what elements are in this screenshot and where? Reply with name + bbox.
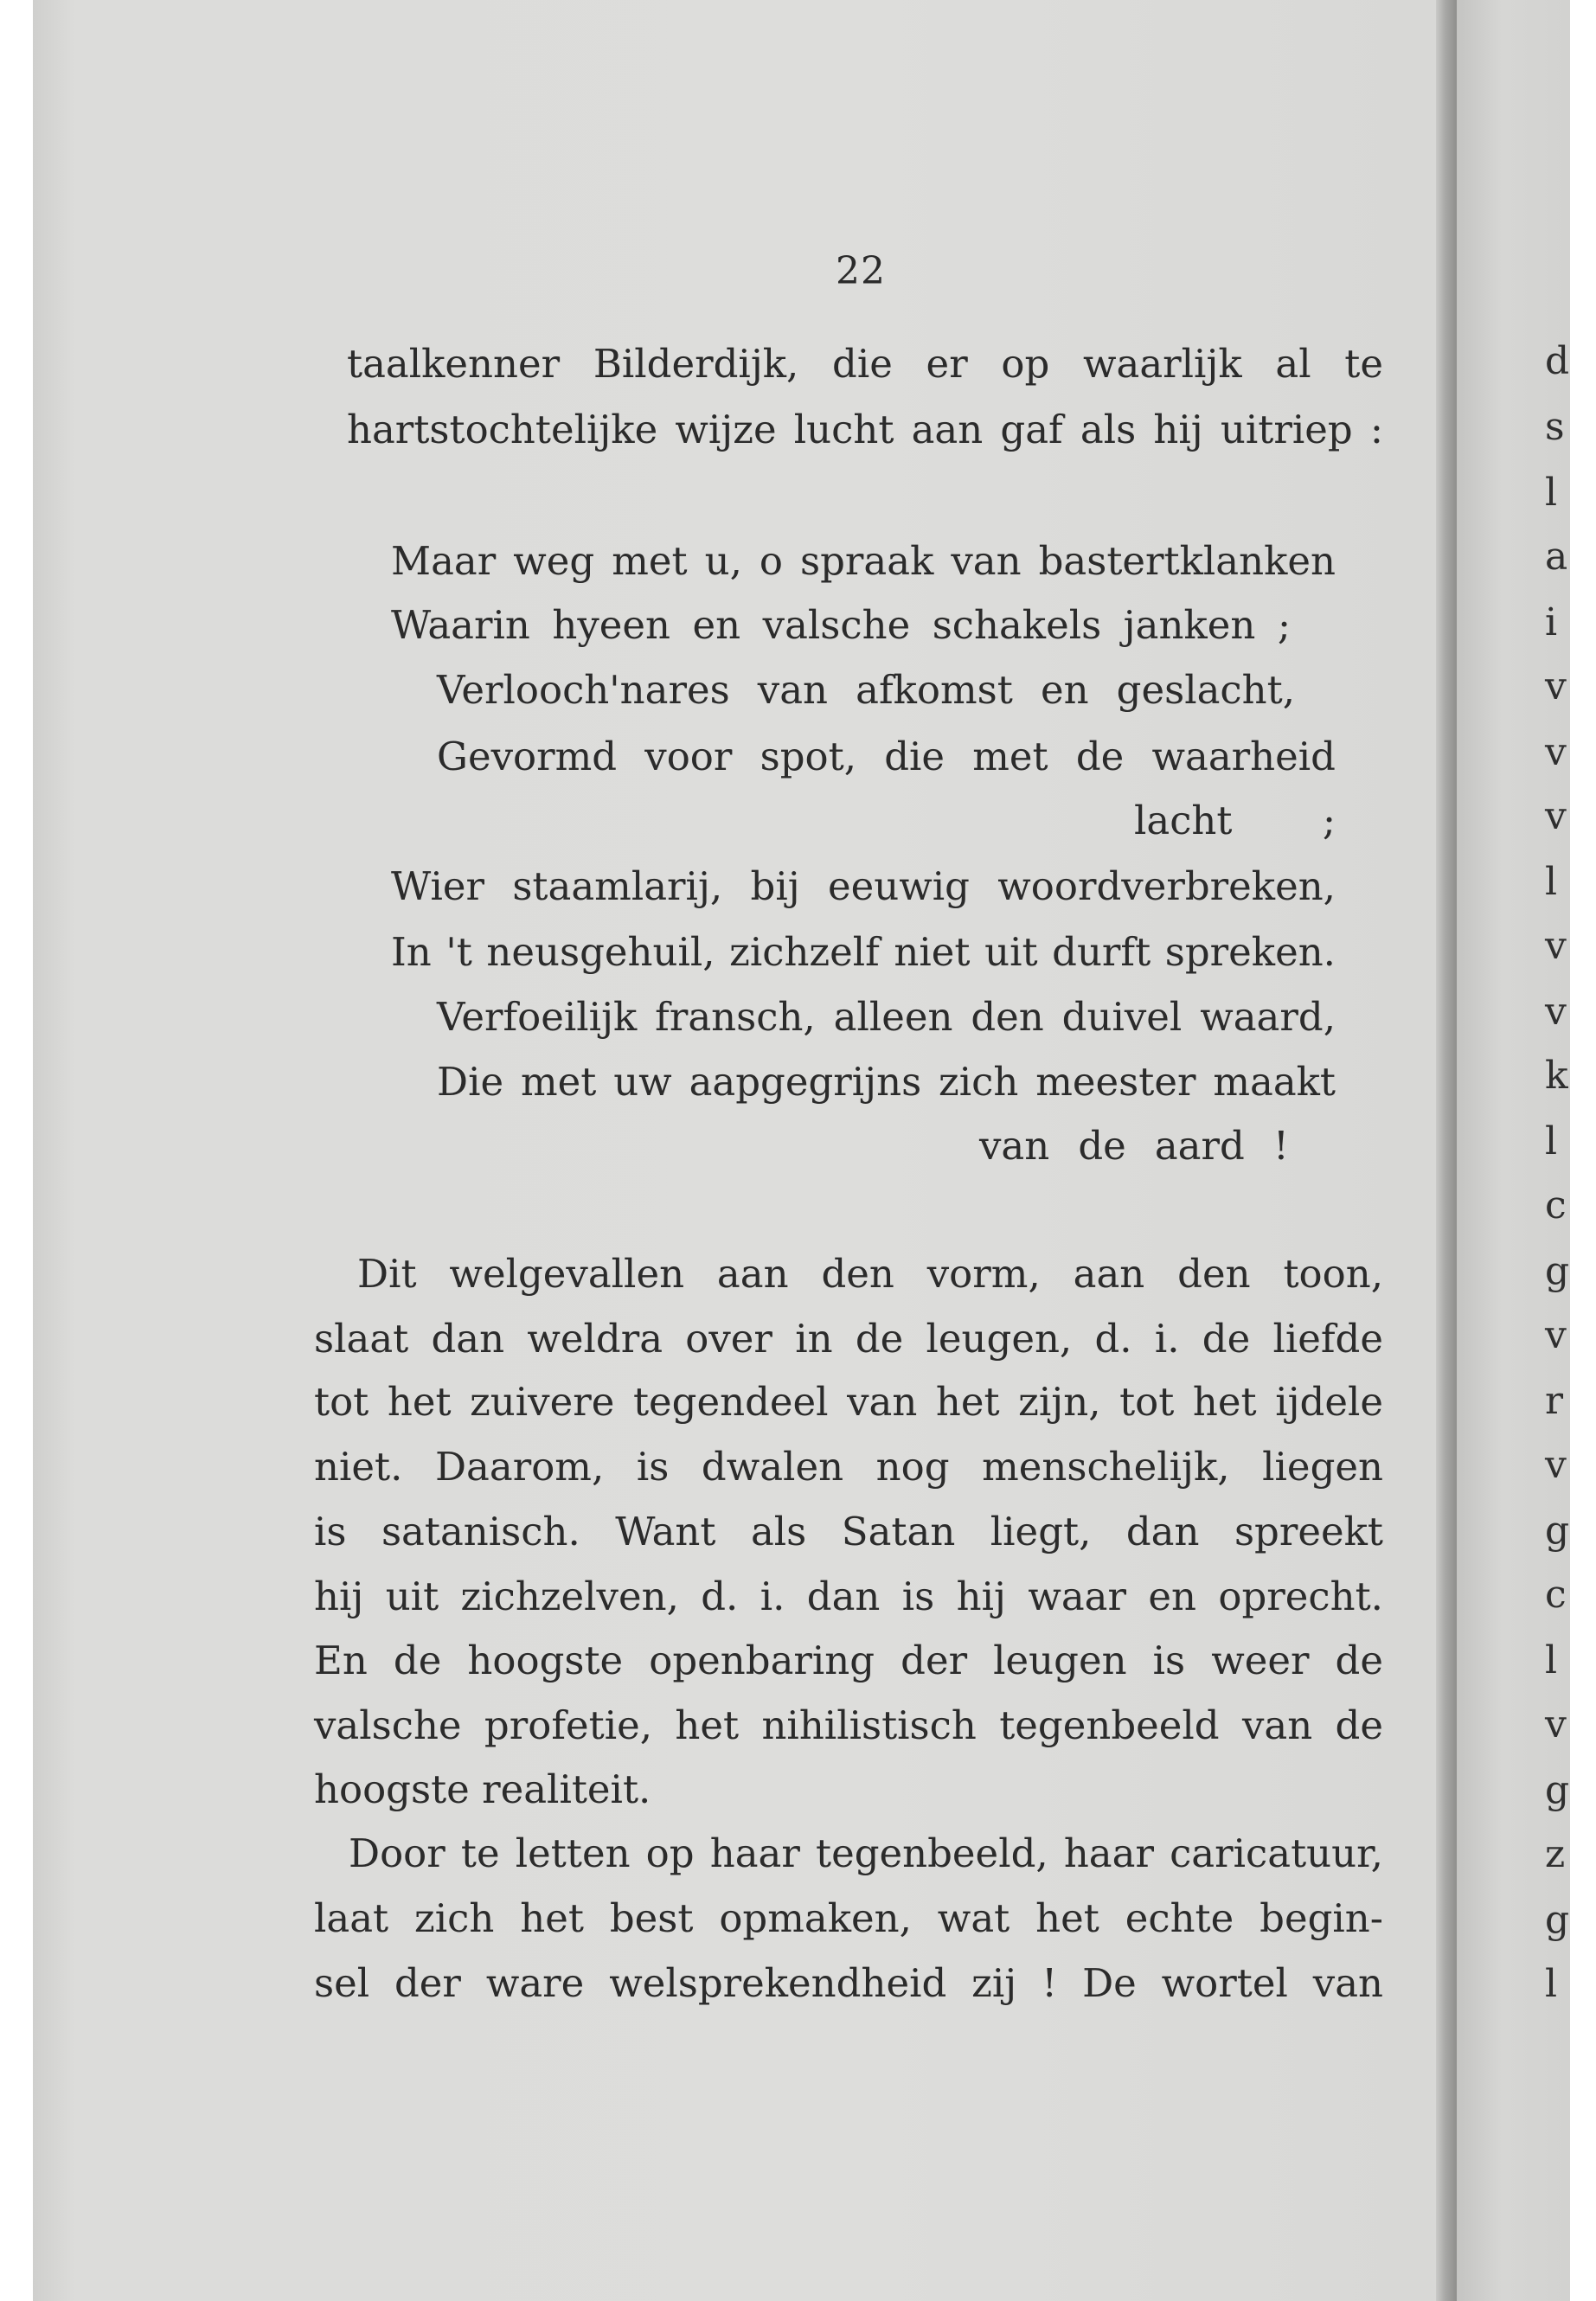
text-line: En de hoogste openbaring der leugen is weer de [314, 1638, 1383, 1683]
facing-page-letter: v [1545, 1443, 1567, 1487]
facing-page-letter: l [1545, 1962, 1558, 2006]
facing-page-letter: c [1545, 1183, 1567, 1227]
text-line: Wier staamlarij, bij eeuwig woordverbreken, [391, 863, 1336, 909]
facing-page-letter: l [1545, 1119, 1558, 1163]
facing-page-letter: v [1545, 990, 1567, 1034]
text-line: lacht ; [1134, 798, 1336, 843]
book-page [33, 0, 1436, 2301]
text-line: van de aard ! [979, 1123, 1289, 1169]
text-line: taalkenner Bilderdijk, die er op waarlijk al te [347, 341, 1383, 387]
text-line: hoogste realiteit. [314, 1766, 651, 1812]
facing-page-letter: v [1545, 730, 1567, 774]
text-line: Maar weg met u, o spraak van bastertklanken [391, 538, 1336, 584]
facing-page-letter: g [1545, 1898, 1570, 1942]
facing-page-letter: g [1545, 1509, 1570, 1553]
text-line: Verlooch'nares van afkomst en geslacht, [437, 667, 1295, 713]
text-line: slaat dan weldra over in de leugen, d. i. de liefde [314, 1316, 1383, 1362]
text-line: sel der ware welsprekendheid zij ! De wortel van [314, 1960, 1383, 2006]
facing-page-letter: l [1545, 1638, 1558, 1682]
next-page-edge [1457, 0, 1570, 2301]
text-line: Gevormd voor spot, die met de waarheid [437, 734, 1336, 779]
text-line: Dit welgevallen aan den vorm, aan den toon, [357, 1251, 1383, 1297]
facing-page-letter: s [1545, 405, 1565, 449]
text-line: laat zich het best opmaken, wat het echte begin- [314, 1895, 1383, 1941]
book-gutter [1436, 0, 1457, 2301]
facing-page-letter: v [1545, 664, 1567, 708]
facing-page-letter: v [1545, 1702, 1567, 1747]
text-line: Verfoeilijk fransch, alleen den duivel waard, [437, 994, 1336, 1040]
facing-page-letter: i [1545, 600, 1558, 644]
scan-right-margin [1570, 0, 1596, 2301]
text-line: In 't neusgehuil, zichzelf niet uit durft spreken. [391, 929, 1336, 975]
facing-page-letter: d [1545, 339, 1570, 383]
facing-page-letter: l [1545, 860, 1558, 904]
text-line: is satanisch. Want als Satan liegt, dan spreekt [314, 1509, 1383, 1554]
page-number: 22 [836, 249, 886, 293]
text-line: Door te letten op haar tegenbeeld, haar caricatuur, [349, 1830, 1383, 1876]
text-line: valsche profetie, het nihilistisch tegenbeeld van de [314, 1702, 1383, 1748]
facing-page-letter: g [1545, 1768, 1570, 1812]
facing-page-letter: v [1545, 794, 1567, 838]
facing-page-letter: g [1545, 1249, 1570, 1293]
text-line: hij uit zichzelven, d. i. dan is hij waar en oprecht. [314, 1574, 1383, 1619]
facing-page-letter: l [1545, 471, 1558, 515]
scan-left-margin [0, 0, 33, 2301]
facing-page-letter: r [1545, 1379, 1564, 1423]
facing-page-letter: a [1545, 535, 1568, 579]
text-line: Die met uw aapgegrijns zich meester maakt [437, 1059, 1336, 1105]
text-line: Waarin hyeen en valsche schakels janken ; [391, 602, 1291, 648]
facing-page-letter: v [1545, 1313, 1567, 1357]
facing-page-letter: v [1545, 924, 1567, 968]
text-line: niet. Daarom, is dwalen nog menschelijk, liegen [314, 1444, 1383, 1490]
facing-page-letter: z [1545, 1832, 1566, 1876]
facing-page-letter: c [1545, 1573, 1567, 1617]
text-line: hartstochtelijke wijze lucht aan gaf als hij uitriep : [347, 407, 1383, 452]
facing-page-letter: k [1545, 1054, 1568, 1098]
text-line: tot het zuivere tegendeel van het zijn, tot het ijdele [314, 1379, 1383, 1425]
